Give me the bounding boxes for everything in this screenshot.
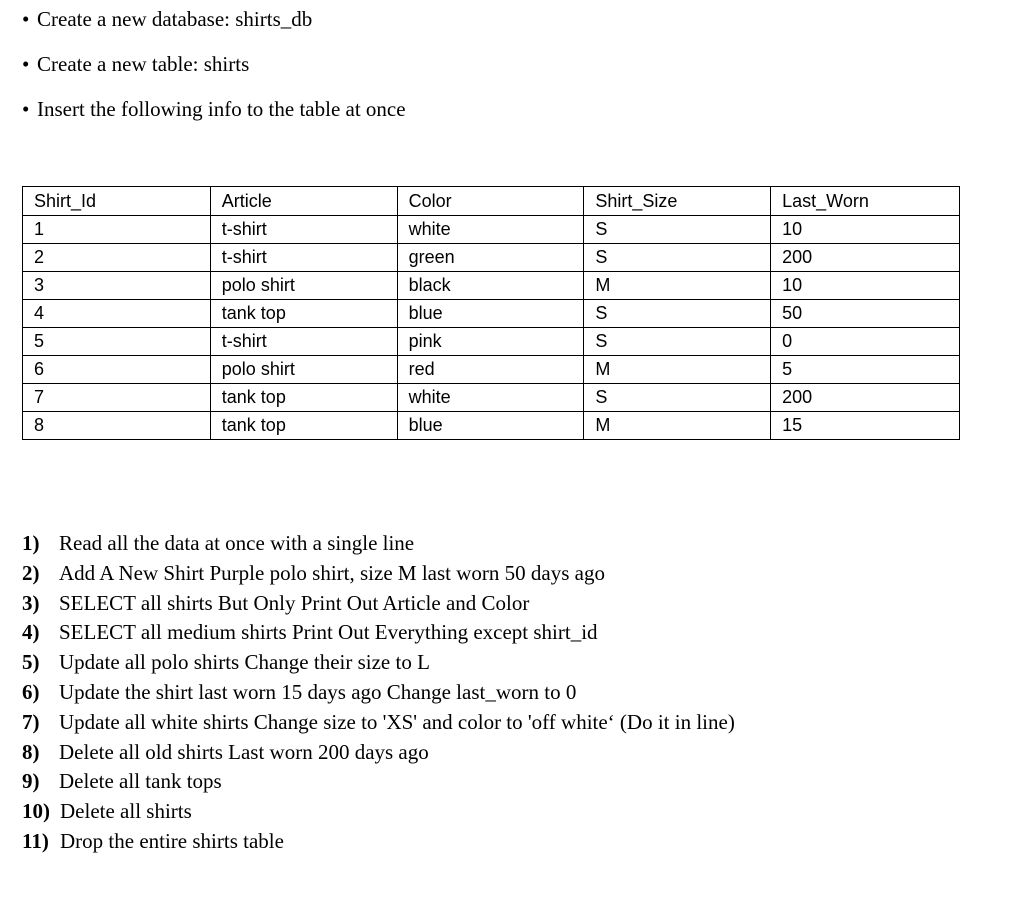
task-text: SELECT all shirts But Only Print Out Article and Color bbox=[59, 590, 530, 615]
task-item bbox=[22, 618, 735, 648]
table-header-row bbox=[23, 187, 960, 216]
table-cell: blue bbox=[397, 300, 584, 328]
table-cell: 2 bbox=[23, 244, 211, 272]
table-cell: 50 bbox=[771, 300, 960, 328]
task-number: 3) bbox=[22, 590, 40, 615]
table-cell: 3 bbox=[23, 272, 211, 300]
table-row bbox=[23, 216, 960, 244]
task-text: Drop the entire shirts table bbox=[60, 828, 284, 853]
shirts-table bbox=[22, 186, 960, 440]
task-item bbox=[22, 738, 735, 768]
table-cell: polo shirt bbox=[210, 272, 397, 300]
table-cell: S bbox=[584, 300, 771, 328]
table-row bbox=[23, 300, 960, 328]
table-cell: blue bbox=[397, 412, 584, 440]
table-row bbox=[23, 328, 960, 356]
task-item bbox=[22, 678, 735, 708]
table-cell: S bbox=[584, 384, 771, 412]
table-cell: 0 bbox=[771, 328, 960, 356]
task-text: Update the shirt last worn 15 days ago Change last_worn to 0 bbox=[59, 679, 577, 704]
column-header: Last_Worn bbox=[771, 187, 960, 216]
task-number: 2) bbox=[22, 560, 40, 585]
table-cell: 5 bbox=[23, 328, 211, 356]
column-header: Article bbox=[210, 187, 397, 216]
table-cell: 15 bbox=[771, 412, 960, 440]
task-item bbox=[22, 559, 735, 589]
task-number: 11) bbox=[22, 828, 49, 853]
column-header: Shirt_Size bbox=[584, 187, 771, 216]
table-cell: tank top bbox=[210, 300, 397, 328]
instructions-list bbox=[22, 4, 406, 139]
task-item bbox=[22, 767, 735, 797]
table-row bbox=[23, 384, 960, 412]
table-row bbox=[23, 244, 960, 272]
table-cell: 10 bbox=[771, 272, 960, 300]
tasks-list bbox=[22, 529, 735, 857]
table-row bbox=[23, 356, 960, 384]
task-item bbox=[22, 648, 735, 678]
table-cell: t-shirt bbox=[210, 216, 397, 244]
table-cell: 8 bbox=[23, 412, 211, 440]
task-number: 4) bbox=[22, 620, 40, 645]
task-text: Read all the data at once with a single line bbox=[59, 531, 415, 555]
task-text: SELECT all medium shirts Print Out Everything except shirt_id bbox=[59, 620, 598, 645]
task-number: 7) bbox=[22, 709, 40, 734]
table-cell: 4 bbox=[23, 300, 211, 328]
table-cell: 10 bbox=[771, 216, 960, 244]
instruction-item bbox=[22, 94, 406, 139]
instruction-text: Create a new database: shirts_db bbox=[37, 7, 313, 31]
task-text: Delete all tank tops bbox=[59, 769, 222, 794]
bullet-icon: • bbox=[22, 52, 30, 76]
table-cell: S bbox=[584, 328, 771, 356]
table-cell: S bbox=[584, 216, 771, 244]
column-header: Shirt_Id bbox=[23, 187, 211, 216]
table-cell: t-shirt bbox=[210, 328, 397, 356]
instruction-text: Insert the following info to the table at once bbox=[37, 97, 406, 121]
table-cell: white bbox=[397, 216, 584, 244]
table-cell: tank top bbox=[210, 384, 397, 412]
task-item bbox=[22, 797, 735, 827]
task-number: 8) bbox=[22, 739, 40, 764]
task-item bbox=[22, 529, 735, 559]
table-cell: polo shirt bbox=[210, 356, 397, 384]
table-cell: tank top bbox=[210, 412, 397, 440]
table-cell: pink bbox=[397, 328, 584, 356]
task-text: Add A New Shirt Purple polo shirt, size M last worn 50 days ago bbox=[59, 560, 605, 585]
table-cell: M bbox=[584, 356, 771, 384]
table-row bbox=[23, 412, 960, 440]
table-cell: 200 bbox=[771, 244, 960, 272]
table-cell: M bbox=[584, 412, 771, 440]
table-cell: S bbox=[584, 244, 771, 272]
table-cell: black bbox=[397, 272, 584, 300]
table-cell: t-shirt bbox=[210, 244, 397, 272]
table-cell: M bbox=[584, 272, 771, 300]
column-header: Color bbox=[397, 187, 584, 216]
task-text: Update all white shirts Change size to 'XS' and color to 'off white‘ (Do it in line) bbox=[59, 709, 735, 734]
instruction-item bbox=[22, 49, 406, 94]
table-cell: red bbox=[397, 356, 584, 384]
instruction-text: Create a new table: shirts bbox=[37, 52, 250, 76]
task-item bbox=[22, 708, 735, 738]
task-number: 1) bbox=[22, 531, 40, 555]
table-cell: 7 bbox=[23, 384, 211, 412]
bullet-icon: • bbox=[22, 7, 30, 31]
task-text: Delete all old shirts Last worn 200 days ago bbox=[59, 739, 429, 764]
task-text: Update all polo shirts Change their size to L bbox=[59, 650, 430, 675]
table-cell: 6 bbox=[23, 356, 211, 384]
task-number: 9) bbox=[22, 769, 40, 794]
table-cell: white bbox=[397, 384, 584, 412]
bullet-icon: • bbox=[22, 97, 30, 121]
table-cell: green bbox=[397, 244, 584, 272]
task-number: 10) bbox=[22, 799, 50, 824]
table-cell: 200 bbox=[771, 384, 960, 412]
table-cell: 1 bbox=[23, 216, 211, 244]
task-item bbox=[22, 827, 735, 857]
task-number: 5) bbox=[22, 650, 40, 675]
table-row bbox=[23, 272, 960, 300]
table-cell: 5 bbox=[771, 356, 960, 384]
task-text: Delete all shirts bbox=[60, 799, 192, 824]
instruction-item bbox=[22, 4, 406, 49]
task-item bbox=[22, 589, 735, 619]
task-number: 6) bbox=[22, 679, 40, 704]
